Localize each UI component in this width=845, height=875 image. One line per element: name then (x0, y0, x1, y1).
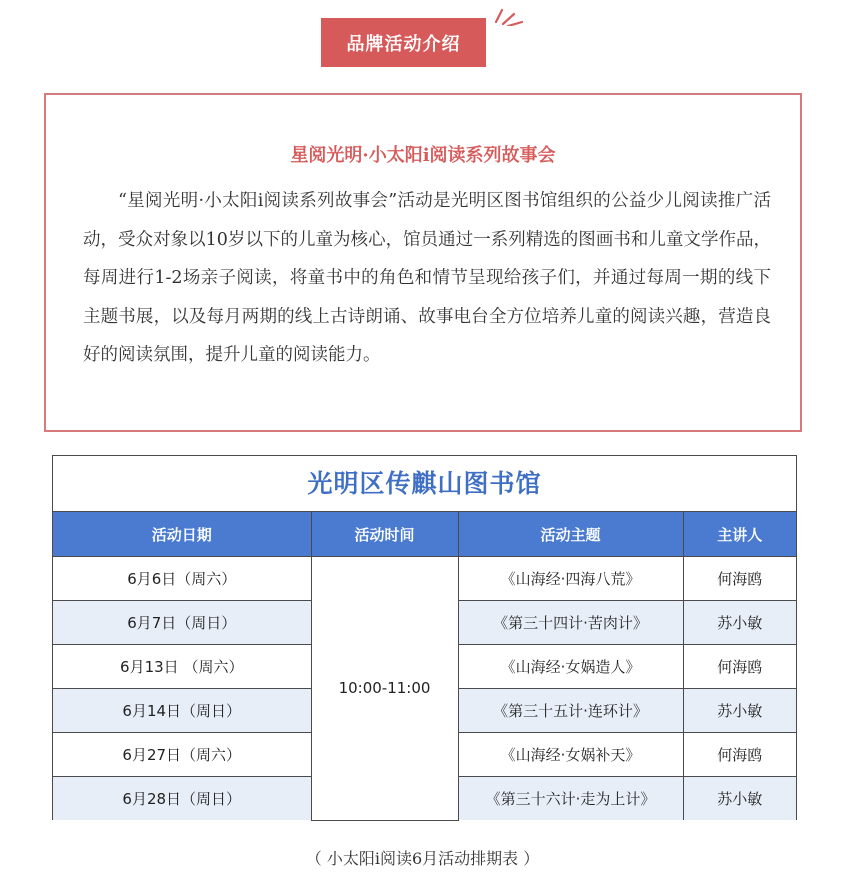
column-header-topic: 活动主题 (458, 512, 683, 557)
column-header-time: 活动时间 (311, 512, 458, 557)
date-cell: 6月28日（周日） (53, 777, 311, 821)
time-cell: 10:00-11:00 (311, 557, 458, 821)
date-cell: 6月14日（周日） (53, 689, 311, 733)
schedule-table-card (52, 455, 797, 820)
speaker-cell: 何海鸥 (683, 645, 796, 689)
intro-box (44, 93, 802, 432)
table-row (53, 557, 796, 601)
topic-cell: 《山海经·女娲补天》 (458, 733, 683, 777)
section-header-label: 品牌活动介绍 (346, 33, 461, 55)
column-header-date: 活动日期 (53, 512, 311, 557)
intro-title: 星阅光明·小太阳i阅读系列故事会 (290, 145, 556, 166)
topic-cell: 《第三十四计·苦肉计》 (458, 601, 683, 645)
intro-body: “星阅光明·小太阳i阅读系列故事会”活动是光明区图书馆组织的公益少儿阅读推广活动，受众对象以10岁以下的儿童为核心，馆员通过一系列精选的图画书和儿童文学作品，每周进行1-2场亲子阅读，将童书中的角色和情节呈现给孩子们，并通过每周一期的线下主题书展，以及每月两期的线上古诗朗诵、故事电台全方位培养儿童的阅读兴趣，营造良好的阅读氛围，提升儿童的阅读能力。 (83, 191, 771, 365)
topic-cell: 《山海经·女娲造人》 (458, 645, 683, 689)
table-caption: （ 小太阳i阅读6月活动排期表 ） (305, 849, 540, 868)
column-header-speaker: 主讲人 (683, 512, 796, 557)
topic-cell: 《山海经·四海八荒》 (458, 557, 683, 601)
speaker-cell: 苏小敏 (683, 601, 796, 645)
section-header-badge (321, 18, 486, 67)
date-cell: 6月6日（周六） (53, 557, 311, 601)
topic-cell: 《第三十六计·走为上计》 (458, 777, 683, 821)
topic-cell: 《第三十五计·连环计》 (458, 689, 683, 733)
speaker-cell: 何海鸥 (683, 733, 796, 777)
sparkle-icon (492, 0, 526, 26)
speaker-cell: 苏小敏 (683, 689, 796, 733)
schedule-table (53, 512, 796, 821)
date-cell: 6月13日 （周六） (53, 645, 311, 689)
date-cell: 6月7日（周日） (53, 601, 311, 645)
speaker-cell: 何海鸥 (683, 557, 796, 601)
schedule-title: 光明区传麒山图书馆 (53, 456, 796, 512)
speaker-cell: 苏小敏 (683, 777, 796, 821)
table-header-row (53, 512, 796, 557)
date-cell: 6月27日（周六） (53, 733, 311, 777)
